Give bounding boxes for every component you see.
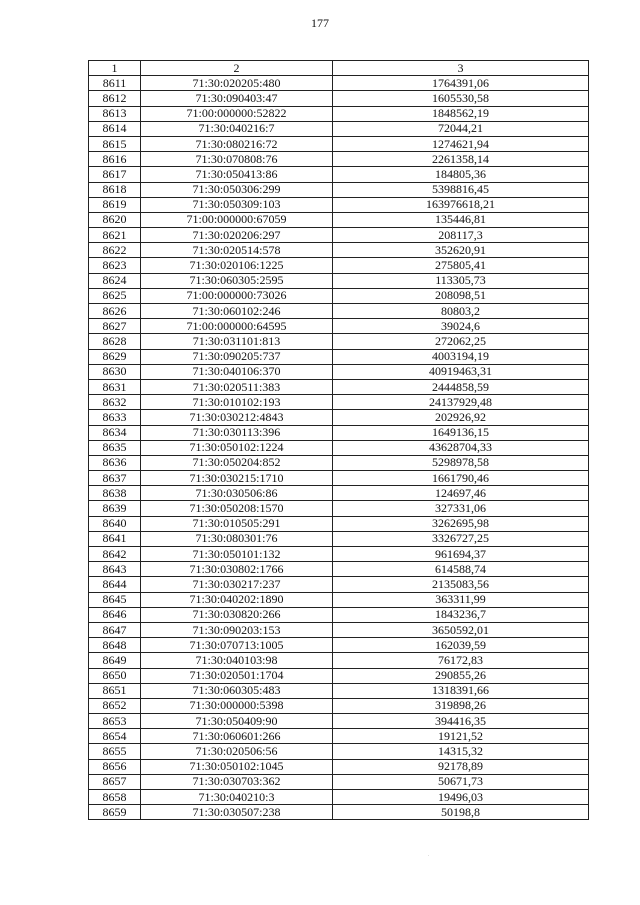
- header-row: [89, 61, 589, 76]
- cadastral-number-cell: 71:30:020514:578: [141, 243, 333, 258]
- value-cell: 50671,73: [333, 774, 589, 789]
- cadastral-number-cell: 71:30:040106:370: [141, 364, 333, 379]
- cadastral-number-cell: 71:30:030113:396: [141, 425, 333, 440]
- table-row: [89, 273, 589, 288]
- cadastral-number-cell: 71:30:040202:1890: [141, 592, 333, 607]
- table-row: [89, 744, 589, 759]
- row-number-cell: 8643: [89, 562, 141, 577]
- row-number-cell: 8640: [89, 516, 141, 531]
- cadastral-number-cell: 71:30:030507:238: [141, 805, 333, 820]
- cadastral-number-cell: 71:30:050413:86: [141, 167, 333, 182]
- cadastral-number-cell: 71:30:010505:291: [141, 516, 333, 531]
- table-row: [89, 729, 589, 744]
- table-row: [89, 501, 589, 516]
- cadastral-number-cell: 71:30:020205:480: [141, 76, 333, 91]
- cadastral-number-cell: 71:30:031101:813: [141, 334, 333, 349]
- value-cell: 275805,41: [333, 258, 589, 273]
- table-row: [89, 288, 589, 303]
- value-cell: 1274621,94: [333, 136, 589, 151]
- value-cell: 24137929,48: [333, 395, 589, 410]
- row-number-cell: 8628: [89, 334, 141, 349]
- row-number-cell: 8630: [89, 364, 141, 379]
- row-number-cell: 8641: [89, 531, 141, 546]
- column-header-3: 3: [333, 61, 589, 76]
- value-cell: 162039,59: [333, 638, 589, 653]
- cadastral-number-cell: 71:30:040210:3: [141, 790, 333, 805]
- value-cell: 327331,06: [333, 501, 589, 516]
- table-row: [89, 790, 589, 805]
- column-header-1: 1: [89, 61, 141, 76]
- value-cell: 3262695,98: [333, 516, 589, 531]
- row-number-cell: 8644: [89, 577, 141, 592]
- cadastral-number-cell: 71:30:050409:90: [141, 714, 333, 729]
- cadastral-number-cell: 71:30:020511:383: [141, 379, 333, 394]
- table-row: [89, 91, 589, 106]
- cadastral-number-cell: 71:30:060305:483: [141, 683, 333, 698]
- table-row: [89, 319, 589, 334]
- row-number-cell: 8657: [89, 774, 141, 789]
- value-cell: 40919463,31: [333, 364, 589, 379]
- value-cell: 1649136,15: [333, 425, 589, 440]
- cadastral-number-cell: 71:30:060601:266: [141, 729, 333, 744]
- page-number: 177: [311, 16, 329, 30]
- cadastral-number-cell: 71:30:050306:299: [141, 182, 333, 197]
- table-row: [89, 121, 589, 136]
- row-number-cell: 8631: [89, 379, 141, 394]
- value-cell: 208117,3: [333, 228, 589, 243]
- cadastral-number-cell: 71:30:030506:86: [141, 486, 333, 501]
- cadastral-number-cell: 71:30:050309:103: [141, 197, 333, 212]
- value-cell: 1764391,06: [333, 76, 589, 91]
- value-cell: 961694,37: [333, 547, 589, 562]
- row-number-cell: 8618: [89, 182, 141, 197]
- value-cell: 2135083,56: [333, 577, 589, 592]
- row-number-cell: 8616: [89, 152, 141, 167]
- table-row: [89, 607, 589, 622]
- table-row: [89, 683, 589, 698]
- table-row: [89, 516, 589, 531]
- cadastral-number-cell: 71:30:030703:362: [141, 774, 333, 789]
- cadastral-number-cell: 71:30:030802:1766: [141, 562, 333, 577]
- value-cell: 113305,73: [333, 273, 589, 288]
- row-number-cell: 8626: [89, 304, 141, 319]
- table-row: [89, 698, 589, 713]
- cadastral-number-cell: 71:30:080216:72: [141, 136, 333, 151]
- table-row: [89, 364, 589, 379]
- value-cell: 43628704,33: [333, 440, 589, 455]
- row-number-cell: 8659: [89, 805, 141, 820]
- value-cell: 2444858,59: [333, 379, 589, 394]
- row-number-cell: 8639: [89, 501, 141, 516]
- row-number-cell: 8625: [89, 288, 141, 303]
- cadastral-number-cell: 71:30:030212:4843: [141, 410, 333, 425]
- column-header-2: 2: [141, 61, 333, 76]
- row-number-cell: 8656: [89, 759, 141, 774]
- row-number-cell: 8655: [89, 744, 141, 759]
- table-row: [89, 805, 589, 820]
- row-number-cell: 8652: [89, 698, 141, 713]
- cadastral-number-cell: 71:30:050208:1570: [141, 501, 333, 516]
- value-cell: 2261358,14: [333, 152, 589, 167]
- row-number-cell: 8615: [89, 136, 141, 151]
- table-row: [89, 228, 589, 243]
- row-number-cell: 8651: [89, 683, 141, 698]
- row-number-cell: 8654: [89, 729, 141, 744]
- value-cell: 184805,36: [333, 167, 589, 182]
- value-cell: 1661790,46: [333, 471, 589, 486]
- value-cell: 39024,6: [333, 319, 589, 334]
- row-number-cell: 8637: [89, 471, 141, 486]
- row-number-cell: 8638: [89, 486, 141, 501]
- table-row: [89, 425, 589, 440]
- row-number-cell: 8612: [89, 91, 141, 106]
- table-row: [89, 212, 589, 227]
- table-row: [89, 547, 589, 562]
- value-cell: 50198,8: [333, 805, 589, 820]
- value-cell: 363311,99: [333, 592, 589, 607]
- row-number-cell: 8658: [89, 790, 141, 805]
- cadastral-number-cell: 71:00:000000:52822: [141, 106, 333, 121]
- cadastral-number-cell: 71:30:090203:153: [141, 622, 333, 637]
- table-row: [89, 136, 589, 151]
- cadastral-number-cell: 71:30:030217:237: [141, 577, 333, 592]
- value-cell: 272062,25: [333, 334, 589, 349]
- table-row: [89, 668, 589, 683]
- cadastral-number-cell: 71:30:030820:266: [141, 607, 333, 622]
- value-cell: 135446,81: [333, 212, 589, 227]
- row-number-cell: 8635: [89, 440, 141, 455]
- cadastral-number-cell: 71:30:030215:1710: [141, 471, 333, 486]
- table-row: [89, 638, 589, 653]
- row-number-cell: 8633: [89, 410, 141, 425]
- table-row: [89, 106, 589, 121]
- table-row: [89, 395, 589, 410]
- cadastral-number-cell: 71:30:090403:47: [141, 91, 333, 106]
- row-number-cell: 8624: [89, 273, 141, 288]
- cadastral-number-cell: 71:30:060305:2595: [141, 273, 333, 288]
- value-cell: 14315,32: [333, 744, 589, 759]
- value-cell: 76172,83: [333, 653, 589, 668]
- cadastral-number-cell: 71:30:000000:5398: [141, 698, 333, 713]
- cadastral-number-cell: 71:30:050102:1045: [141, 759, 333, 774]
- cadastral-number-cell: 71:30:020206:297: [141, 228, 333, 243]
- value-cell: 80803,2: [333, 304, 589, 319]
- row-number-cell: 8647: [89, 622, 141, 637]
- row-number-cell: 8619: [89, 197, 141, 212]
- table-body: [89, 76, 589, 820]
- table-row: [89, 653, 589, 668]
- value-cell: 208098,51: [333, 288, 589, 303]
- value-cell: 614588,74: [333, 562, 589, 577]
- value-cell: 1843236,7: [333, 607, 589, 622]
- row-number-cell: 8627: [89, 319, 141, 334]
- cadastral-number-cell: 71:30:020506:56: [141, 744, 333, 759]
- table-header: [89, 61, 589, 76]
- cadastral-number-cell: 71:30:020106:1225: [141, 258, 333, 273]
- cadastral-number-cell: 71:30:070713:1005: [141, 638, 333, 653]
- row-number-cell: 8645: [89, 592, 141, 607]
- row-number-cell: 8642: [89, 547, 141, 562]
- row-number-cell: 8634: [89, 425, 141, 440]
- value-cell: 1605530,58: [333, 91, 589, 106]
- cadastral-number-cell: 71:30:050102:1224: [141, 440, 333, 455]
- table-row: [89, 334, 589, 349]
- table-row: [89, 379, 589, 394]
- value-cell: 3326727,25: [333, 531, 589, 546]
- row-number-cell: 8646: [89, 607, 141, 622]
- value-cell: 124697,46: [333, 486, 589, 501]
- row-number-cell: 8613: [89, 106, 141, 121]
- table-row: [89, 197, 589, 212]
- row-number-cell: 8648: [89, 638, 141, 653]
- value-cell: 19121,52: [333, 729, 589, 744]
- row-number-cell: 8649: [89, 653, 141, 668]
- cadastral-number-cell: 71:30:040216:7: [141, 121, 333, 136]
- cadastral-number-cell: 71:30:060102:246: [141, 304, 333, 319]
- table-row: [89, 592, 589, 607]
- value-cell: 92178,89: [333, 759, 589, 774]
- value-cell: 5398816,45: [333, 182, 589, 197]
- cadastral-number-cell: 71:30:010102:193: [141, 395, 333, 410]
- cadastral-number-cell: 71:00:000000:64595: [141, 319, 333, 334]
- table-row: [89, 759, 589, 774]
- row-number-cell: 8622: [89, 243, 141, 258]
- value-cell: 19496,03: [333, 790, 589, 805]
- table-row: [89, 243, 589, 258]
- table-row: [89, 410, 589, 425]
- cadastral-number-cell: 71:00:000000:67059: [141, 212, 333, 227]
- value-cell: 5298978,58: [333, 455, 589, 470]
- value-cell: 72044,21: [333, 121, 589, 136]
- row-number-cell: 8629: [89, 349, 141, 364]
- footer-mark: .: [428, 853, 430, 858]
- table-row: [89, 440, 589, 455]
- value-cell: 394416,35: [333, 714, 589, 729]
- cadastral-number-cell: 71:30:050101:132: [141, 547, 333, 562]
- cadastral-number-cell: 71:30:050204:852: [141, 455, 333, 470]
- value-cell: 290855,26: [333, 668, 589, 683]
- table-row: [89, 304, 589, 319]
- table-row: [89, 182, 589, 197]
- table-row: [89, 471, 589, 486]
- table-row: [89, 562, 589, 577]
- row-number-cell: 8653: [89, 714, 141, 729]
- cadastral-number-cell: 71:30:040103:98: [141, 653, 333, 668]
- value-cell: 4003194,19: [333, 349, 589, 364]
- table-row: [89, 486, 589, 501]
- row-number-cell: 8636: [89, 455, 141, 470]
- value-cell: 1318391,66: [333, 683, 589, 698]
- table-row: [89, 258, 589, 273]
- value-cell: 352620,91: [333, 243, 589, 258]
- table-row: [89, 76, 589, 91]
- row-number-cell: 8650: [89, 668, 141, 683]
- value-cell: 1848562,19: [333, 106, 589, 121]
- row-number-cell: 8632: [89, 395, 141, 410]
- value-cell: 163976618,21: [333, 197, 589, 212]
- cadastral-number-cell: 71:30:070808:76: [141, 152, 333, 167]
- row-number-cell: 8620: [89, 212, 141, 227]
- table-row: [89, 152, 589, 167]
- cadastral-number-cell: 71:00:000000:73026: [141, 288, 333, 303]
- row-number-cell: 8614: [89, 121, 141, 136]
- table-row: [89, 622, 589, 637]
- table-row: [89, 714, 589, 729]
- table-row: [89, 531, 589, 546]
- table-row: [89, 455, 589, 470]
- row-number-cell: 8611: [89, 76, 141, 91]
- row-number-cell: 8621: [89, 228, 141, 243]
- cadastral-number-cell: 71:30:080301:76: [141, 531, 333, 546]
- row-number-cell: 8617: [89, 167, 141, 182]
- table-row: [89, 774, 589, 789]
- table-row: [89, 167, 589, 182]
- value-cell: 319898,26: [333, 698, 589, 713]
- value-cell: 3650592,01: [333, 622, 589, 637]
- cadastral-number-cell: 71:30:090205:737: [141, 349, 333, 364]
- register-table: [88, 60, 589, 820]
- cadastral-number-cell: 71:30:020501:1704: [141, 668, 333, 683]
- table-row: [89, 577, 589, 592]
- table-row: [89, 349, 589, 364]
- value-cell: 202926,92: [333, 410, 589, 425]
- row-number-cell: 8623: [89, 258, 141, 273]
